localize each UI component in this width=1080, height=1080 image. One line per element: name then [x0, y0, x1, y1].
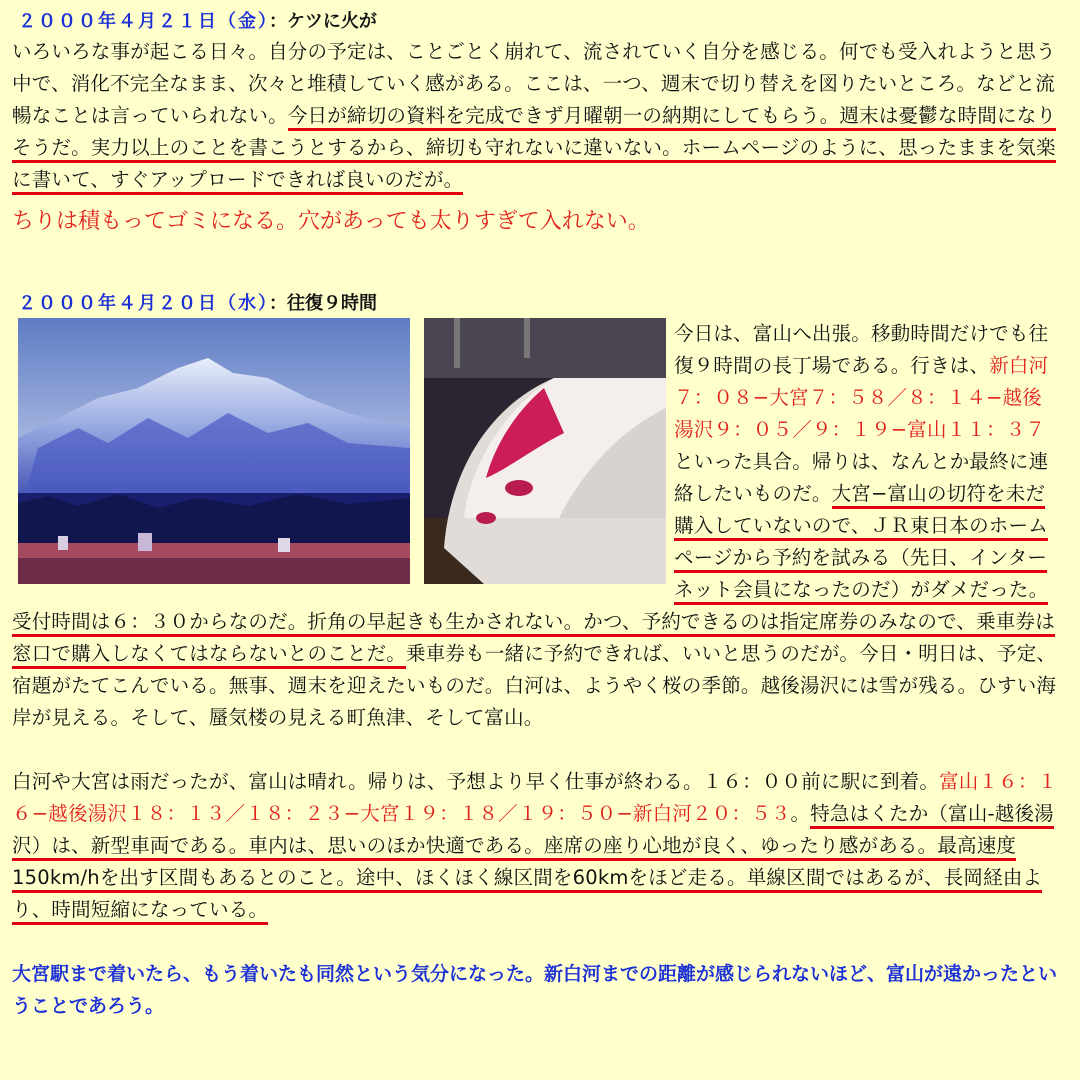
paragraph-text: といった具合。帰りは、なんとか最終に連絡したいものだ。: [674, 450, 1049, 505]
red-quote: ちりは積もってゴミになる。穴があっても太りすぎて入れない。: [12, 209, 650, 234]
entry-paragraph: [12, 766, 1060, 926]
entry-heading: [12, 8, 1060, 36]
entry-date: ２０００年４月２０日（水）: [18, 293, 269, 314]
paragraph-text: 今日は、富山へ出張。移動時間だけでも往復９時間の長丁場である。行きは、: [674, 322, 1049, 377]
entry-heading: [12, 290, 1060, 318]
train-photo: [424, 318, 666, 584]
entry-title: ケツに火が: [287, 11, 377, 32]
underlined-text: 今日が締切の資料を完成できず月曜朝一の納期にしてもらう。週末は憂鬱な時間になりそうだ。実力以上のことを書こうとするから、締切も守れないに違いない。ホームページのように、思ったままを気楽に書いて、すぐアップロードできれば良いのだが。: [12, 104, 1056, 195]
underlined-text: 特急はくたか（富山-越後湯沢）は、新型車両である。車内は、思いのほか快適である。座席の座り心地が良く、ゆったり感がある。最高速度150km/hを出す区間もあるとのこと。途中、ほくほく線区間を60kmをほど走る。単線区間ではあるが、長岡経由より、時間短縮になっている。: [12, 802, 1054, 925]
diary-page: [12, 8, 1060, 1022]
mountain-photo: [18, 318, 410, 584]
photo-row: [18, 318, 666, 586]
entry-title: 往復９時間: [287, 293, 377, 314]
paragraph-text: いろいろな事が起こる日々。自分の予定は、ことごとく崩れて、流されていく自分を感じる。何でも受入れようと思う中で、消化不完全なまま、次々と堆積していく感がある。ここは、一つ、週末で切り替えを図りたいところ。などと流暢なことは言っていられない。: [12, 40, 1056, 127]
paragraph-text: 乗車券も一緒に予約できれば、いいと思うのだが。今日・明日は、予定、宿題がたてこんでいる。無事、週末を迎えたいものだ。白河は、ようやく桜の季節。越後湯沢には雪が残る。ひすい海岸が見える。そして、蜃気楼の見える町魚津、そして富山。: [12, 642, 1057, 729]
heading-separator: ：: [269, 293, 287, 314]
paragraph-text: 。: [790, 802, 811, 825]
paragraph-text: 白河や大宮は雨だったが、富山は晴れ。帰りは、予想より早く仕事が終わる。１６：００前に駅に到着。: [12, 770, 940, 793]
route-times: 新白河７：０８−大宮７：５８／８：１４−越後湯沢９：０５／９：１９−富山１１：３７: [674, 354, 1049, 441]
route-times: 富山１６：１６−越後湯沢１８：１３／１８：２３−大宮１９：１８／１９：５０−新白河２０：５３: [12, 770, 1058, 825]
heading-separator: ：: [269, 11, 287, 32]
entry-date: ２０００年４月２１日（金）: [18, 11, 269, 32]
underlined-text: 大宮−富山の切符を未だ購入していないので、ＪＲ東日本のホームページから予約を試みる（先日、インターネット会員になったのだ）がダメだった。受付時間は６：３０からなのだ。折角の早起きも生かされない。かつ、予約できるのは指定席券のみなので、乗車券は窓口で購入しなくてはならないとのことだ。: [12, 482, 1055, 669]
entry-paragraph: [12, 36, 1060, 196]
closing-note: 大宮駅まで着いたら、もう着いたも同然という気分になった。新白河までの距離が感じられないほど、富山が遠かったということであろう。: [12, 963, 1058, 1017]
